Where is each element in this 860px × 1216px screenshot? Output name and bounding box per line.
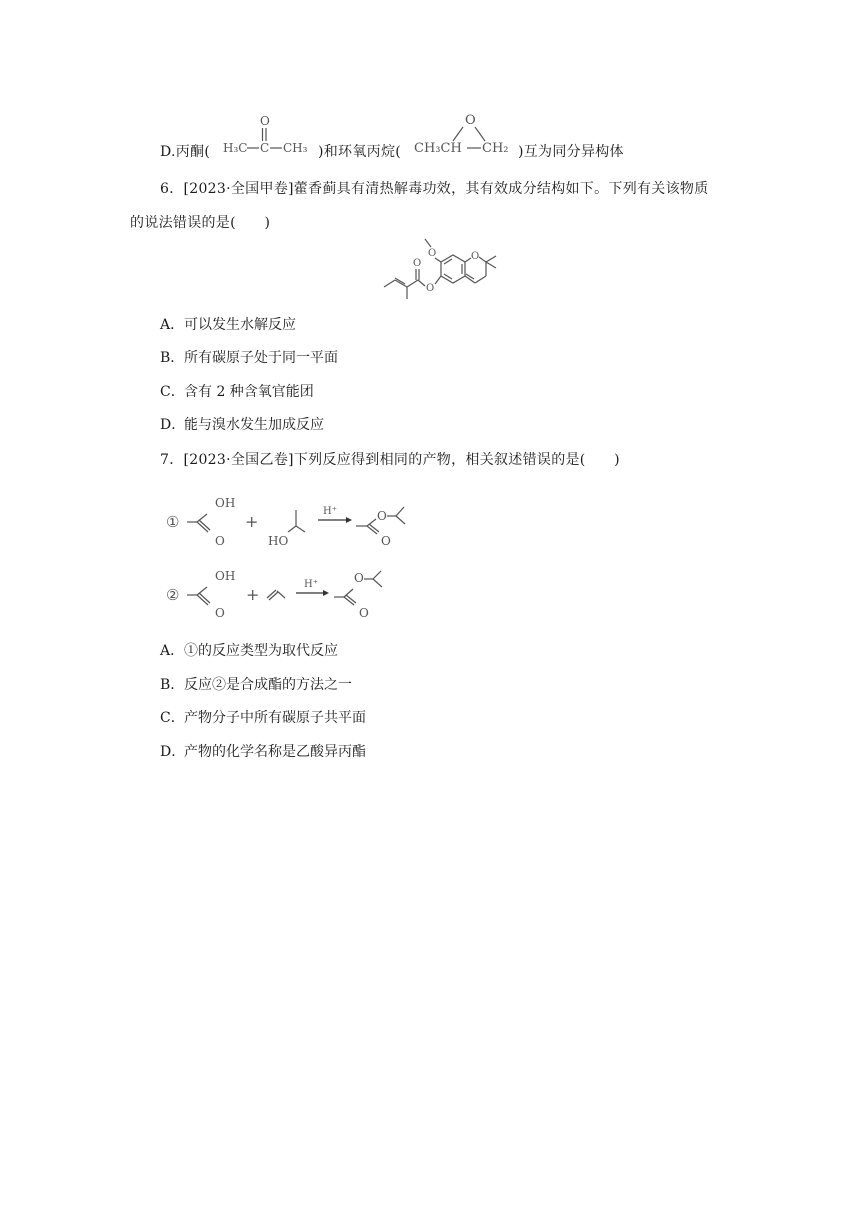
- r2-oh-label: OH: [215, 569, 236, 583]
- q7-option-c: [160, 708, 366, 728]
- epoxide-bond-right: [475, 127, 485, 141]
- ester-bond-1: [435, 276, 441, 284]
- r2-plus: +: [246, 585, 260, 604]
- q6-option-b: [160, 348, 338, 368]
- q7-option-b-label: B．: [160, 677, 185, 693]
- ester-o-label: O: [426, 283, 435, 294]
- r2-prod-co-b: [346, 595, 356, 603]
- gem-methyl-2: [486, 262, 496, 268]
- r1-prod-ipr-1: [396, 507, 404, 516]
- chain-end: [384, 280, 395, 287]
- r1-prod-o-label: O: [381, 534, 391, 548]
- q6-option-b-text: 所有碳原子处于同一平面: [184, 350, 338, 366]
- acetone-o-label: O: [260, 114, 270, 128]
- methoxy-bond: [435, 258, 441, 262]
- reaction-1: [160, 490, 430, 552]
- r2-acid-c-oh: [197, 587, 207, 595]
- r1-ho-label: HO: [268, 534, 289, 548]
- acetone-structure: [215, 112, 325, 156]
- r1-catalyst: H⁺: [323, 506, 337, 517]
- r1-prod-ester-o: O: [377, 509, 387, 523]
- r2-propene-double-b: [269, 592, 278, 600]
- chain-bond-1: [407, 280, 418, 287]
- q7-option-b: [160, 675, 352, 695]
- q5-option-d-mid: )和环氧丙烷(: [318, 144, 402, 160]
- r1-prod-co-a: [367, 526, 377, 534]
- r1-o-label: O: [215, 534, 225, 548]
- r2-prod-co-a: [344, 597, 354, 605]
- gem-methyl-1: [486, 256, 496, 262]
- q6-option-c-text: 含有 2 种含氧官能团: [184, 384, 314, 400]
- q5-option-d-prefix: D.丙酮(: [160, 144, 211, 160]
- r1-arrow-head: [346, 517, 352, 523]
- q5-option-d-suffix: )互为同分异构体: [518, 144, 624, 160]
- r2-prod-ipr-1: [373, 571, 381, 579]
- q7-option-d: [160, 742, 366, 762]
- r2-propene-double-a: [267, 590, 276, 598]
- epoxide-left-label: CH₃CH: [414, 141, 462, 156]
- r1-ipa-oh-bond: [288, 526, 296, 532]
- r2-prod-ester-o: O: [354, 571, 364, 585]
- r2-prod-ipr-2: [373, 579, 382, 587]
- q7-option-c-text: 产物分子中所有碳原子共平面: [184, 710, 366, 726]
- q6-stem-line1: 6．[2023·全国甲卷]藿香蓟具有清热解毒功效，其有效成分结构如下。下列有关该物质: [160, 181, 709, 197]
- q7-option-a-text: ①的反应类型为取代反应: [184, 643, 338, 659]
- epoxide-bond-left: [453, 127, 463, 141]
- benzene-ring: [441, 255, 465, 283]
- q6-option-a-label: A．: [160, 317, 185, 333]
- acetone-right-label: CH₃: [283, 141, 308, 155]
- epoxide-right-label: CH₂: [482, 141, 509, 156]
- reaction-2-label: ②: [166, 586, 180, 604]
- q7-stem: 7．[2023·全国乙卷]下列反应得到相同的产物，相关叙述错误的是( ): [160, 452, 620, 468]
- q7-option-d-text: 产物的化学名称是乙酸异丙酯: [184, 744, 366, 760]
- r1-acid-c-oh: [197, 514, 207, 522]
- q6-option-d-label: D．: [160, 417, 186, 433]
- q6-option-a: [160, 315, 296, 335]
- acetone-c-label: C: [260, 141, 270, 155]
- epoxide-structure: [405, 110, 525, 156]
- r1-plus: +: [245, 512, 259, 531]
- reaction-1-label: ①: [166, 513, 180, 531]
- r1-oh-label: OH: [215, 496, 236, 510]
- q6-option-c-label: C．: [160, 384, 185, 400]
- r1-ipa-methyl: [296, 526, 305, 532]
- r1-prod-co-b: [369, 524, 379, 532]
- methyl-bond: [425, 239, 431, 247]
- acetone-left-label: H₃C: [223, 141, 248, 155]
- pyran-bond-4: [475, 276, 486, 283]
- q7-option-d-label: D．: [160, 744, 186, 760]
- ester-bond-2: [418, 280, 425, 286]
- r1-prod-c-o: [367, 519, 376, 526]
- q6-option-c: [160, 382, 314, 402]
- q6-option-b-label: B．: [160, 350, 185, 366]
- q6-option-d: [160, 415, 324, 435]
- r2-o-label: O: [215, 606, 225, 620]
- r2-catalyst: H⁺: [304, 579, 318, 590]
- r2-propene-single: [277, 591, 285, 598]
- r1-prod-ipr-2: [396, 516, 405, 524]
- q6-option-d-text: 能与溴水发生加成反应: [184, 417, 324, 433]
- q7-option-b-text: 反应②是合成酯的方法之一: [184, 677, 352, 693]
- pyran-bond-2: [479, 257, 486, 262]
- methoxy-o-label: O: [428, 248, 437, 259]
- r2-prod-o-label: O: [359, 606, 369, 620]
- carbonyl-o-label: O: [413, 258, 422, 269]
- q7-option-a-label: A．: [160, 643, 185, 659]
- q7-option-c-label: C．: [160, 710, 185, 726]
- r2-prod-c-o: [344, 589, 353, 597]
- reaction-2: [160, 565, 430, 623]
- epoxide-o-label: O: [465, 113, 476, 128]
- q7-option-a: [160, 641, 338, 661]
- q6-stem-line2: 的说法错误的是( ): [130, 215, 271, 231]
- q6-option-a-text: 可以发生水解反应: [184, 317, 296, 333]
- r2-arrow-head: [323, 590, 329, 596]
- pyran-o-label: O: [471, 251, 480, 262]
- ageratochromene-structure: [378, 238, 518, 302]
